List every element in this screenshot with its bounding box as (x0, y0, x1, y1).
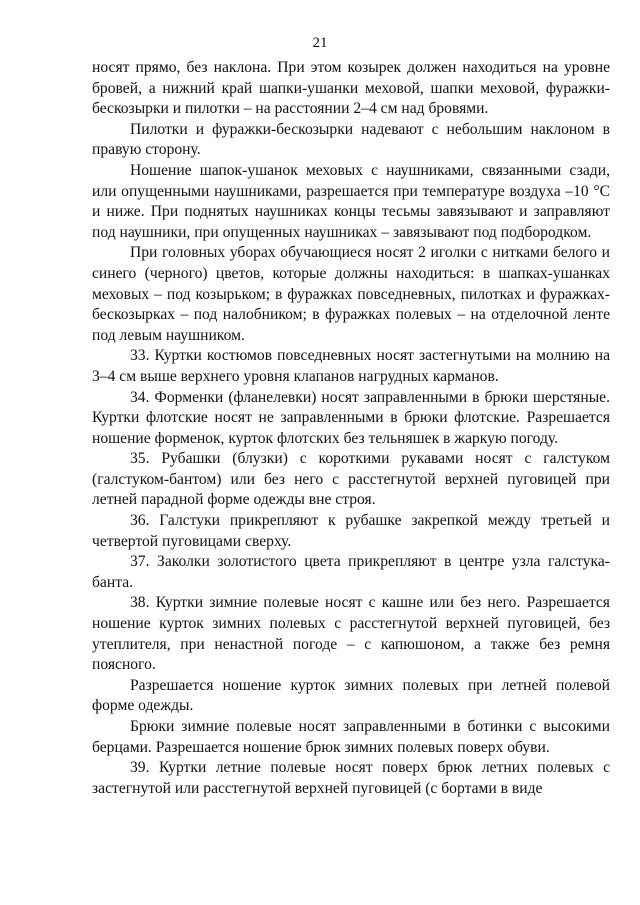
page-number: 21 (312, 35, 328, 51)
paragraph-4: При головных уборах обучающиеся носят 2 иголки с нитками белого и синего (черного) цветов, которые должны находиться: в шапках-ушанках меховых – под козырьком; в фуражках повседневных, пилотках и фуражках-бескозырках – под налобником; в фуражках полевых – на отделочной ленте под левым наушником. (92, 244, 610, 344)
paragraph-item-38-cont-2: Брюки зимние полевые носят заправленными в ботинки с высокими берцами. Разрешается ношение брюк зимних полевых поверх обуви. (92, 718, 610, 756)
paragraph-3: Ношение шапок-ушанок меховых с наушниками, связанными сзади, или опущенными наушниками, разрешается при температуре воздуха –10 °С и ниже. При поднятых наушниках концы тесьмы завязывают и заправляют под наушники, при опущенных наушниках – завязывают под подбородком. (92, 161, 610, 241)
paragraph-item-37: 37. Заколки золотистого цвета прикрепляют в центре узла галстука-банта. (92, 553, 610, 591)
paragraph-item-36: 36. Галстуки прикрепляют к рубашке закрепкой между третьей и четвертой пуговицами сверху. (92, 512, 610, 550)
paragraph-item-33: 33. Куртки костюмов повседневных носят застегнутыми на молнию на 3–4 см выше верхнего уровня клапанов нагрудных карманов. (92, 347, 610, 385)
paragraph-item-39: 39. Куртки летние полевые носят поверх брюк летних полевых с застегнутой или расстегнутой верхней пуговицей (с бортами в виде (92, 759, 610, 797)
document-body (92, 58, 610, 799)
paragraph-item-38: 38. Куртки зимние полевые носят с кашне или без него. Разрешается ношение курток зимних полевых с расстегнутой верхней пуговицей, без утеплителя, при ненастной погоде – с капюшоном, а также без ремня поясного. (92, 594, 610, 674)
paragraph-2: Пилотки и фуражки-бескозырки надевают с небольшим наклоном в правую сторону. (92, 120, 610, 159)
paragraph-1: носят прямо, без наклона. При этом козырек должен находиться на уровне бровей, а нижний край шапки-ушанки меховой, шапки меховой, фуражки-бескозырки и пилотки – на расстоянии 2–4 см над бровями. (92, 59, 610, 118)
paragraph-item-34: 34. Форменки (фланелевки) носят заправленными в брюки шерстяные. Куртки флотские носят не заправленными в брюки флотские. Разрешается ношение форменок, курток флотских без тельняшек в жаркую погоду. (92, 388, 610, 447)
paragraph-item-35: 35. Рубашки (блузки) с короткими рукавами носят с галстуком (галстуком-бантом) или без него с расстегнутой верхней пуговицей при летней парадной форме одежды вне строя. (92, 450, 610, 509)
paragraph-item-38-cont-1: Разрешается ношение курток зимних полевых при летней полевой форме одежды. (92, 676, 610, 715)
